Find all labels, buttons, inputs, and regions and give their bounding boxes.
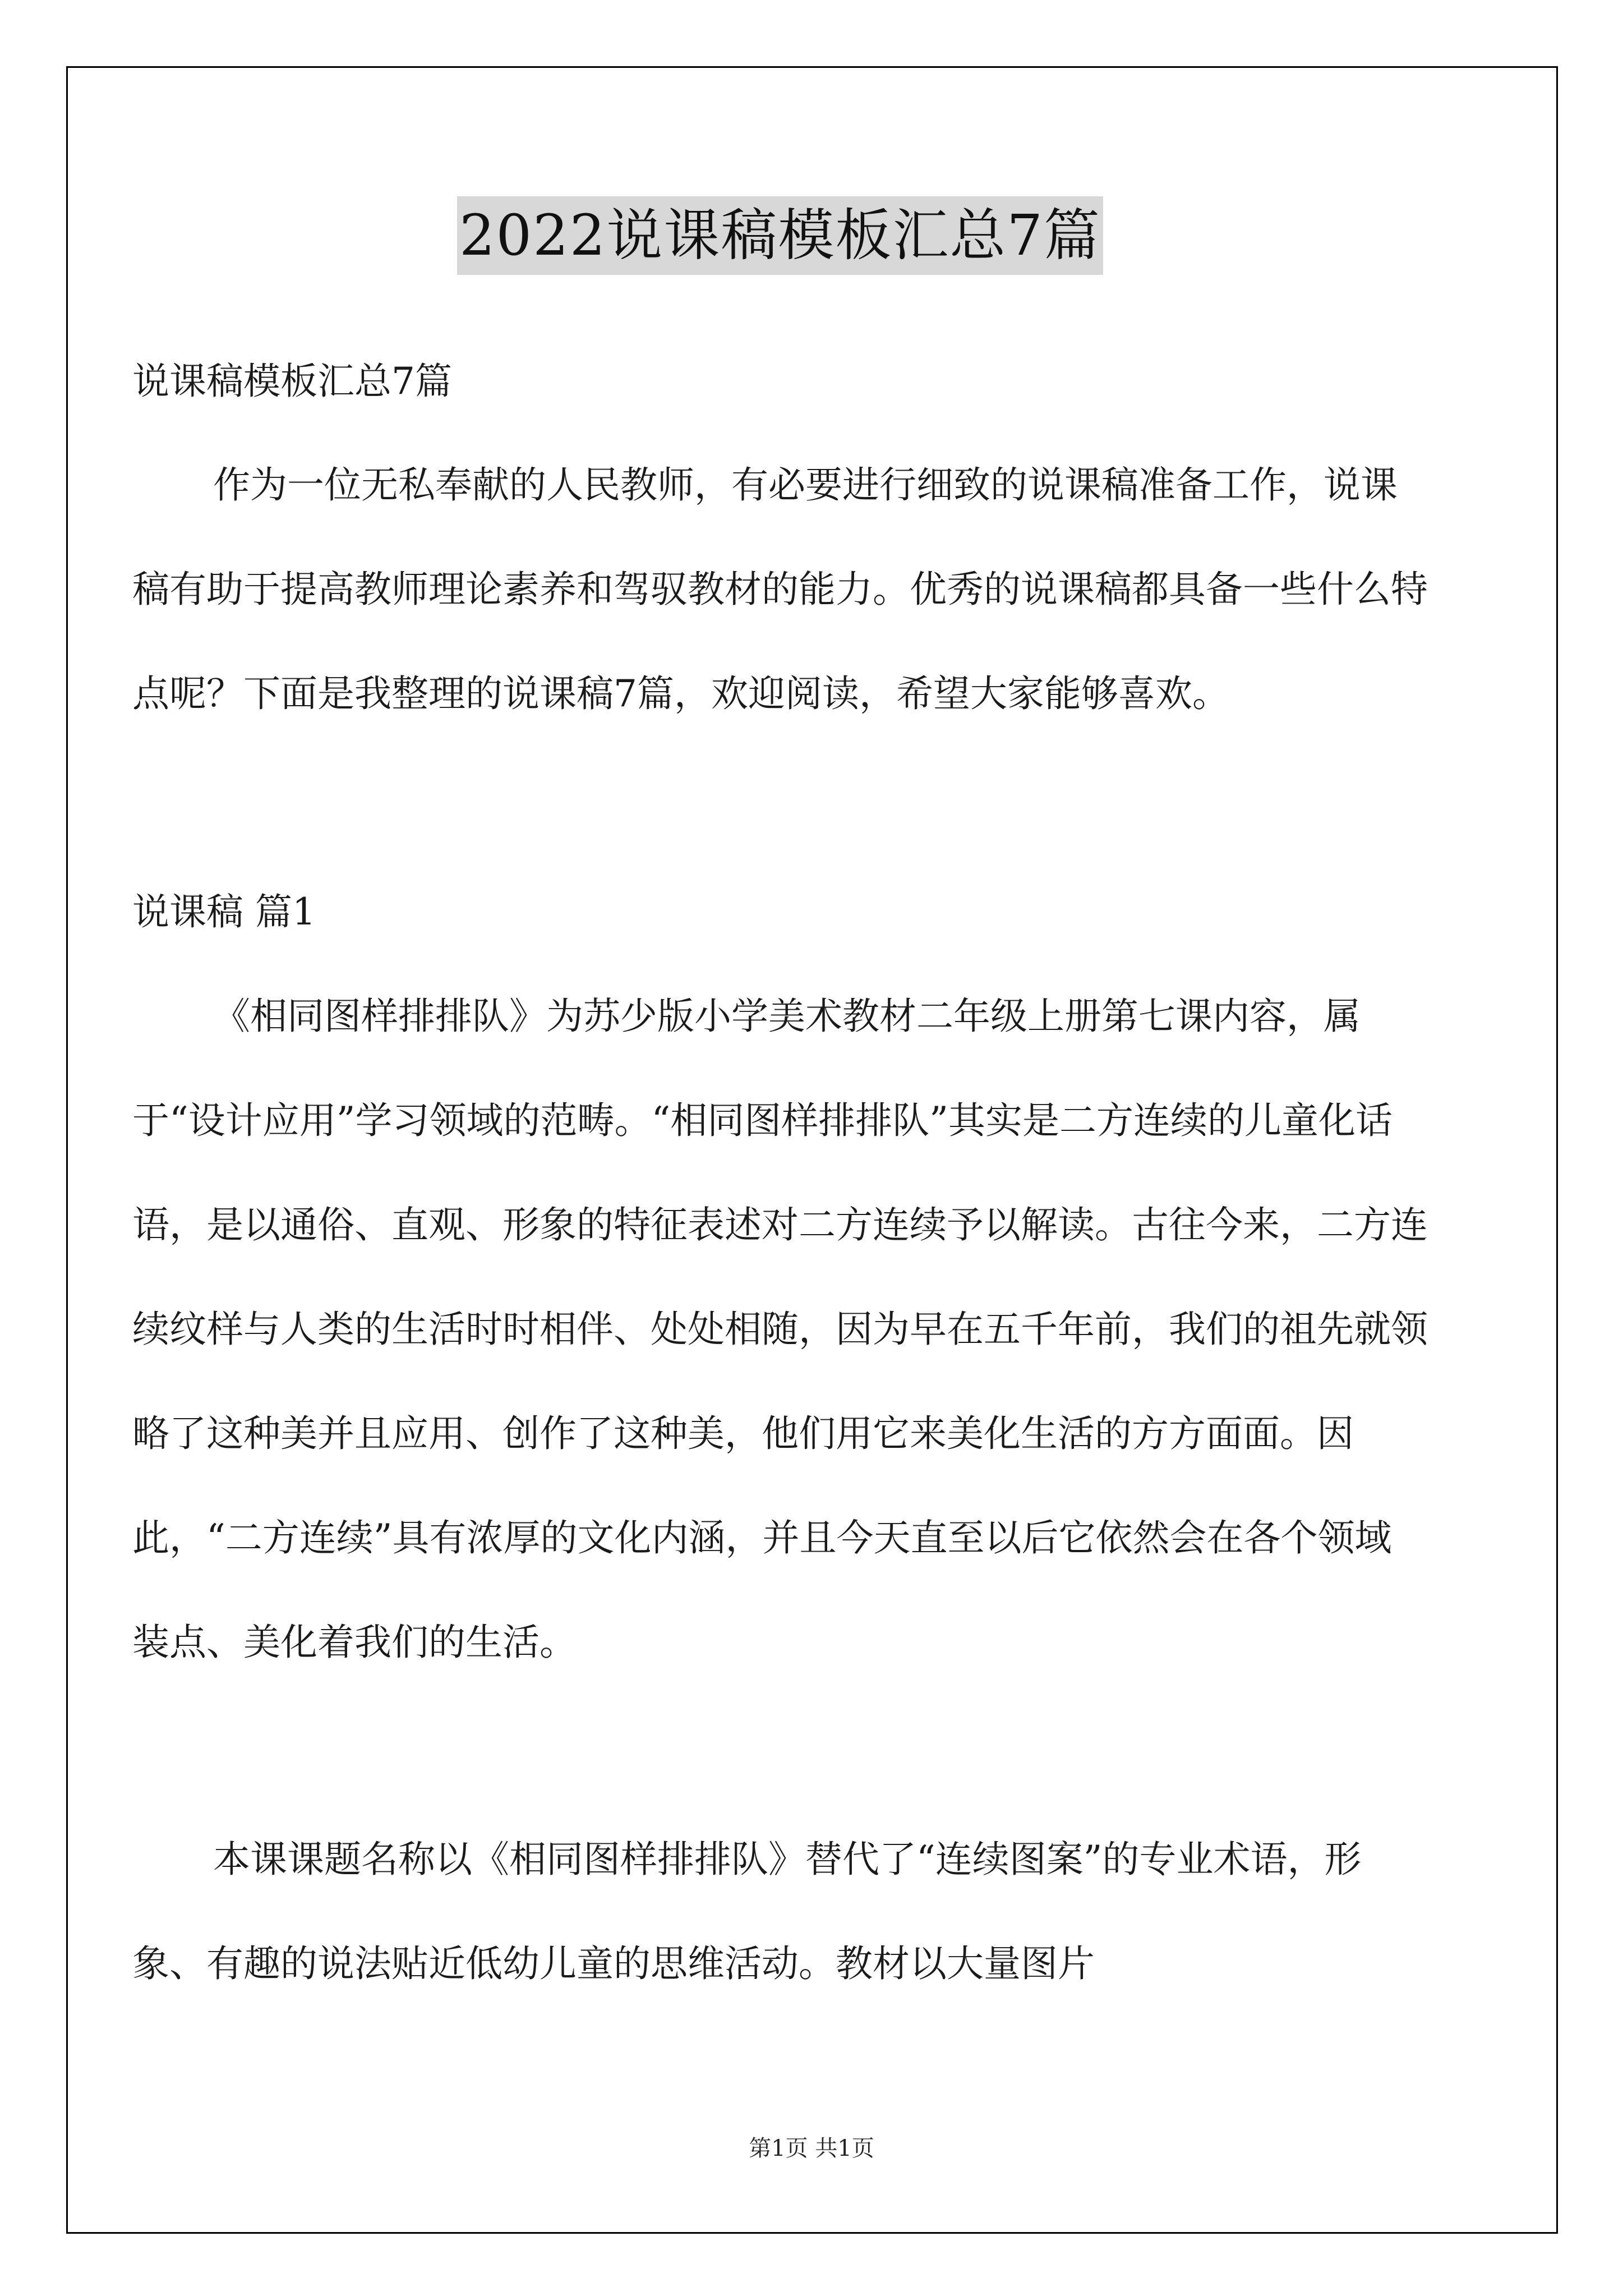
document-title: 2022说课稿模板汇总7篇 [457, 196, 1103, 275]
intro-paragraph: 作为一位无私奉献的人民教师，有必要进行细致的说课稿准备工作，说课稿有助于提高教师理论素养和驾驭教材的能力。优秀的说课稿都具备一些什么特点呢？下面是我整理的说课稿7篇，欢迎阅读，希望大家能够喜欢。 [132, 463, 1428, 715]
section-heading: 说课稿 篇1 [132, 890, 316, 933]
body-paragraph-2: 本课课题名称以《相同图样排排队》替代了“连续图案”的专业术语，形象、有趣的说法贴近低幼儿童的思维活动。教材以大量图片 [132, 1838, 1362, 1985]
document-subtitle: 说课稿模板汇总7篇 [132, 360, 452, 403]
page-footer: 第1页 共1页 [749, 2136, 874, 2161]
title-container [132, 196, 1428, 275]
body-paragraph-1: 《相同图样排排队》为苏少版小学美术教材二年级上册第七课内容，属于“设计应用”学习领域的范畴。“相同图样排排队”其实是二方连续的儿童化话语，是以通俗、直观、形象的特征表述对二方连续予以解读。古往今来，二方连续纹样与人类的生活时时相伴、处处相随，因为早在五千年前，我们的祖先就领略了这种美并且应用、创作了这种美，他们用它来美化生活的方方面面。因此，“二方连续”具有浓厚的文化内涵，并且今天直至以后它依然会在各个领域装点、美化着我们的生活。 [132, 995, 1428, 1664]
